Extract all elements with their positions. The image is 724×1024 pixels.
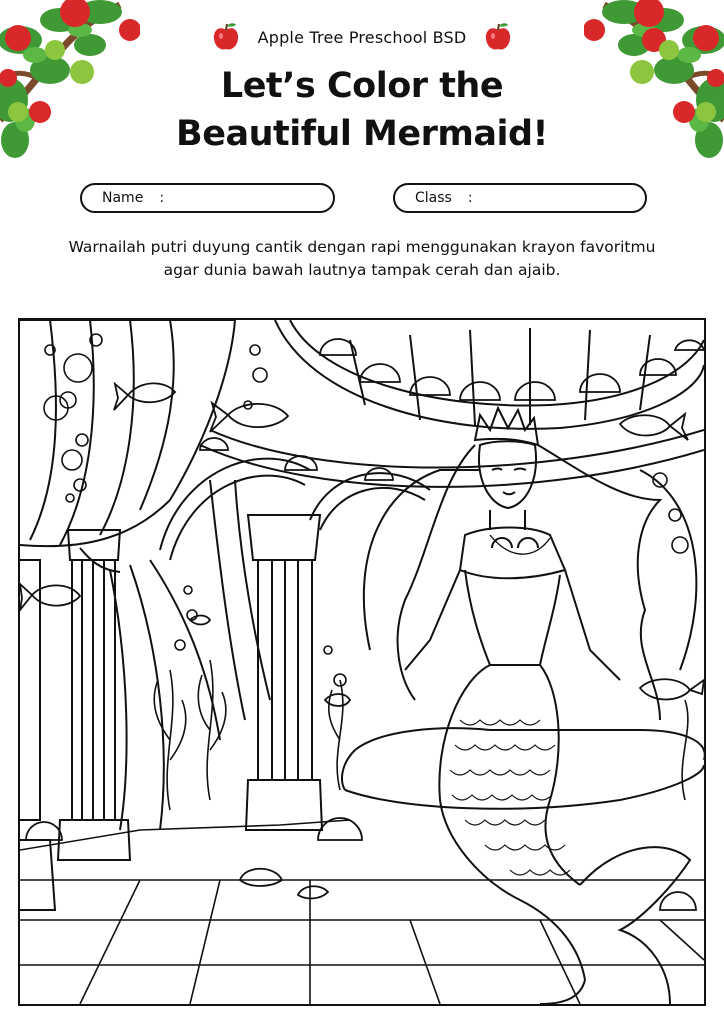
title-line-2: Beautiful Mermaid! (176, 114, 548, 154)
school-name: Apple Tree Preschool BSD (257, 27, 467, 47)
class-field[interactable] (393, 183, 647, 213)
instructions-text: Warnailah putri duyung cantik dengan rapi menggunakan krayon favoritmu agar dunia bawah lautnya tampak cerah dan ajaib. (68, 238, 656, 279)
mermaid-line-art (20, 320, 704, 1004)
coloring-picture[interactable] (18, 318, 706, 1006)
name-separator: : (159, 190, 165, 206)
shell-dome (200, 320, 704, 487)
page-title (0, 62, 724, 158)
tiled-floor (20, 820, 704, 1004)
title-line-1: Let’s Color the (220, 66, 504, 106)
columns (20, 515, 322, 910)
class-label: Class (415, 190, 452, 206)
apple-icon (212, 22, 240, 52)
mermaid (398, 408, 690, 1004)
apple-icon (484, 22, 512, 52)
class-separator: : (467, 190, 473, 206)
seaweed (154, 660, 688, 810)
school-header (0, 22, 724, 52)
clam-shell (342, 470, 704, 809)
name-label: Name (102, 190, 144, 206)
face (479, 441, 536, 508)
name-field[interactable] (80, 183, 335, 213)
